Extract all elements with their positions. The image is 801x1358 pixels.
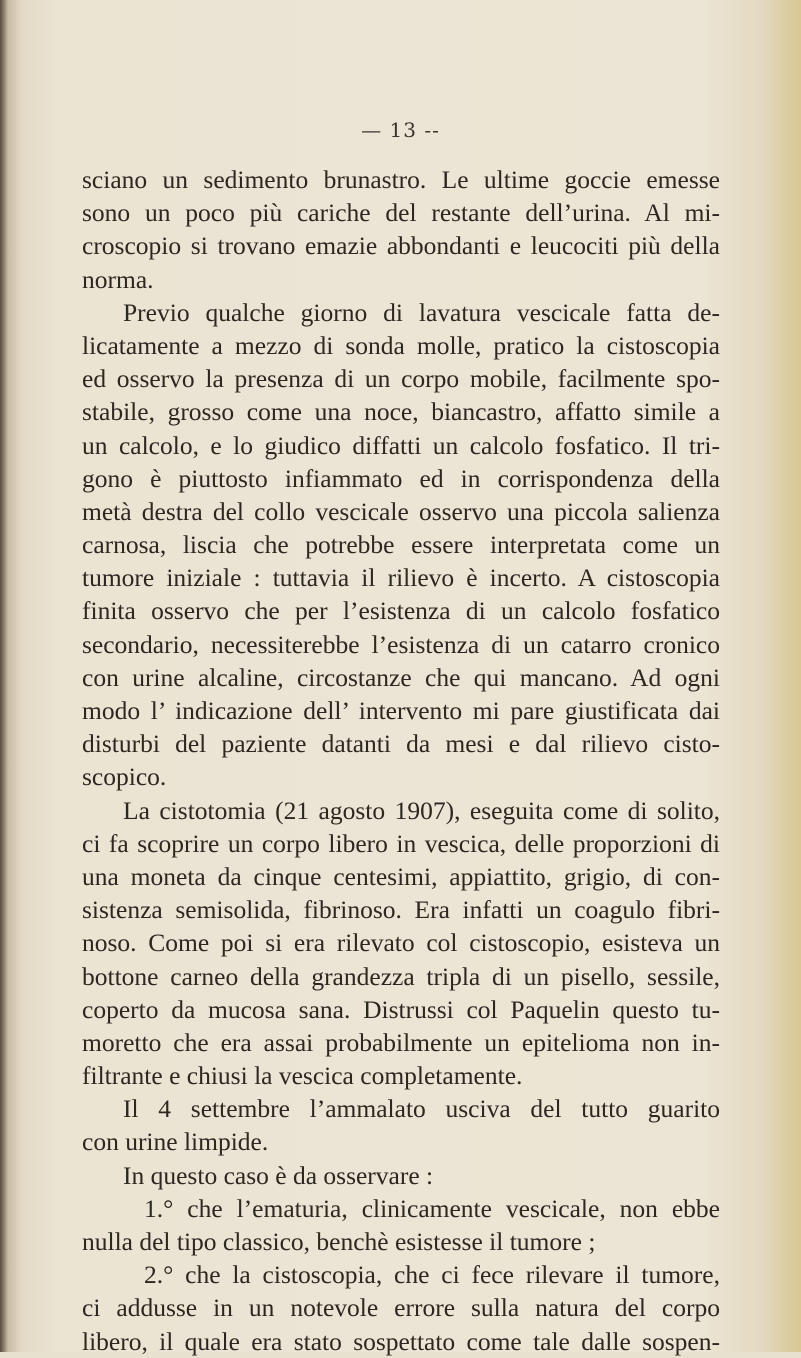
text-line: disturbi del paziente datanti da mesi e dal rilievo cisto- — [82, 729, 720, 759]
text-line: coperto da mucosa sana. Distrussi col Paquelin questo tu- — [82, 994, 720, 1024]
text-line: La cistotomia (21 agosto 1907), eseguita come di solito, — [123, 795, 720, 825]
body-text — [82, 163, 720, 1358]
text-line: norma. — [82, 264, 154, 294]
text-line: 2.° che la cistoscopia, che ci fece rilevare il tumore, — [144, 1260, 720, 1290]
text-line: una moneta da cinque centesimi, appiattito, grigio, di con- — [82, 861, 720, 891]
text-line: nulla del tipo classico, benchè esistesse il tumore ; — [82, 1227, 596, 1256]
text-line: sciano un sedimento brunastro. Le ultime goccie emesse — [82, 165, 720, 194]
text-line: ci addusse in un notevole errore sulla natura del corpo — [82, 1293, 720, 1323]
text-line: sistenza semisolida, fibrinoso. Era infatti un coagulo fibri- — [82, 895, 720, 925]
text-line: filtrante e chiusi la vescica completamente. — [82, 1061, 523, 1091]
text-line: In questo caso è da osservare : — [123, 1160, 434, 1190]
text-line: tumore iniziale : tuttavia il rilievo è incerto. A cistoscopia — [82, 563, 720, 593]
text-line: modo l’ indicazione dell’ intervento mi pare giustificata dai — [82, 696, 720, 725]
text-line: sono un poco più cariche del restante dell’urina. Al mi- — [82, 198, 720, 228]
text-line: moretto che era assai probabilmente un epitelioma non in- — [82, 1027, 720, 1057]
text-line: ci fa scoprire un corpo libero in vescica, delle proporzioni di — [82, 828, 720, 858]
text-line: con urine alcaline, circostanze che qui mancano. Ad ogni — [82, 662, 720, 692]
text-line: stabile, grosso come una noce, biancastro, affatto simile a — [82, 397, 720, 427]
page-number: — 13 -- — [361, 118, 440, 142]
text-line: carnosa, liscia che potrebbe essere interpretata come un — [82, 530, 720, 560]
text-line: scopico. — [82, 762, 167, 792]
text-line: croscopio si trovano emazie abbondanti e leucociti più della — [82, 231, 720, 261]
text-line: finita osservo che per l’esistenza di un calcolo fosfatico — [82, 596, 720, 626]
text-line: metà destra del collo vescicale osservo una piccola salienza — [82, 496, 720, 526]
text-line: libero, il quale era stato sospettato come tale dalle sospen- — [82, 1326, 720, 1356]
text-line: con urine limpide. — [82, 1127, 269, 1157]
text-line: Il 4 settembre l’ammalato usciva del tutto guarito — [123, 1094, 720, 1124]
text-line: Previo qualche giorno di lavatura vescicale fatta de- — [123, 297, 720, 327]
text-line: licatamente a mezzo di sonda molle, pratico la cistoscopia — [82, 330, 720, 360]
text-line: bottone carneo della grandezza tripla di un pisello, sessile, — [82, 961, 720, 991]
text-line: un calcolo, e lo giudico diffatti un calcolo fosfatico. Il tri- — [82, 430, 720, 460]
text-line: ed osservo la presenza di un corpo mobile, facilmente spo- — [82, 364, 720, 394]
text-line: secondario, necessiterebbe l’esistenza di un catarro cronico — [82, 629, 720, 659]
text-line: gono è piuttosto infiammato ed in corrispondenza della — [82, 463, 720, 493]
text-line: noso. Come poi si era rilevato col cistoscopio, esisteva un — [82, 928, 720, 958]
text-line: 1.° che l’ematuria, clinicamente vescicale, non ebbe — [144, 1193, 720, 1223]
